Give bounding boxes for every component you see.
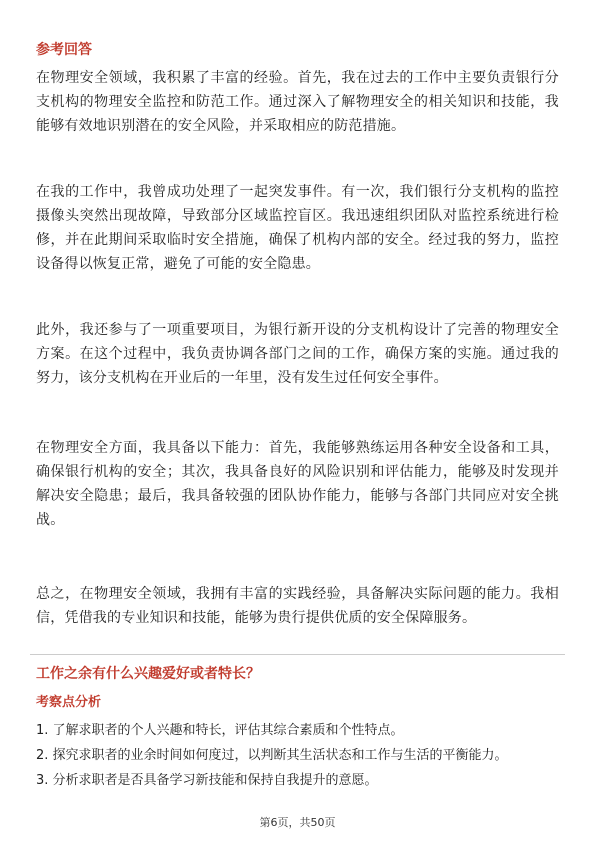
analysis-points-list <box>36 718 559 793</box>
page-number-footer: 第6页，共50页 <box>259 816 336 829</box>
answer-paragraph-text: 在我的工作中，我曾成功处理了一起突发事件。有一次，我们银行分支机构的监控摄像头突然出现故障，导致部分区域监控盲区。我迅速组织团队对监控系统进行检修，并在此期间采取临时安全措施，确保了机构内部的安全。经过我的努力，监控设备得以恢复正常，避免了可能的安全隐患。 <box>36 184 559 272</box>
answer-paragraph-2 <box>36 180 559 276</box>
analysis-point: 1. 了解求职者的个人兴趣和特长，评估其综合素质和个性特点。 <box>36 723 404 738</box>
answer-paragraph-1 <box>36 66 559 138</box>
answer-paragraph-5 <box>36 582 559 630</box>
analysis-point: 2. 探究求职者的业余时间如何度过，以判断其生活状态和工作与生活的平衡能力。 <box>36 748 508 763</box>
analysis-point: 3. 分析求职者是否具备学习新技能和保持自我提升的意愿。 <box>36 773 378 788</box>
section-divider <box>30 654 565 655</box>
answer-paragraph-text: 在物理安全领域，我积累了丰富的经验。首先，我在过去的工作中主要负责银行分支机构的物理安全监控和防范工作。通过深入了解物理安全的相关知识和技能，我能够有效地识别潜在的安全风险，并采取相应的防范措施。 <box>36 70 559 134</box>
answer-paragraph-3 <box>36 318 559 390</box>
reference-answer-heading: 参考回答 <box>36 42 92 58</box>
answer-paragraph-4 <box>36 436 559 532</box>
answer-paragraph-text: 此外，我还参与了一项重要项目，为银行新开设的分支机构设计了完善的物理安全方案。在这个过程中，我负责协调各部门之间的工作，确保方案的实施。通过我的努力，该分支机构在开业后的一年里，没有发生过任何安全事件。 <box>36 322 559 386</box>
question-title: 工作之余有什么兴趣爱好或者特长？ <box>36 666 260 682</box>
analysis-heading: 考察点分析 <box>36 695 102 710</box>
answer-paragraph-text: 总之，在物理安全领域，我拥有丰富的实践经验，具备解决实际问题的能力。我相信，凭借我的专业知识和技能，能够为贵行提供优质的安全保障服务。 <box>36 586 559 626</box>
answer-paragraph-text: 在物理安全方面，我具备以下能力：首先，我能够熟练运用各种安全设备和工具，确保银行机构的安全；其次，我具备良好的风险识别和评估能力，能够及时发现并解决安全隐患；最后，我具备较强的团队协作能力，能够与各部门共同应对安全挑战。 <box>36 440 559 528</box>
